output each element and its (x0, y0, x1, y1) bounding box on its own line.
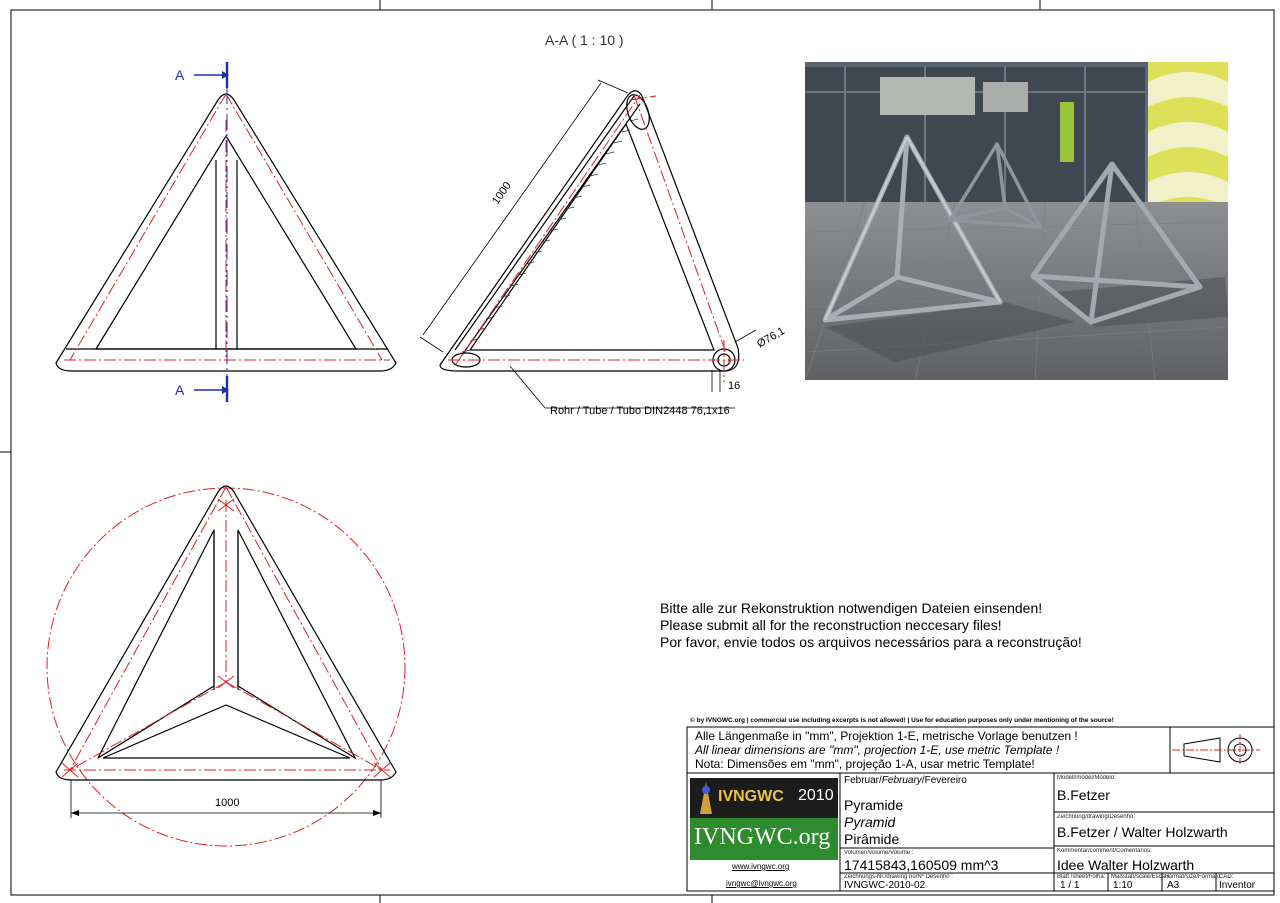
units-note-pt: Nota: Dimensões em "mm", projeção 1-A, usar metric Template! (695, 757, 1035, 771)
dimension-wall-thickness: 16 (728, 380, 741, 392)
pyramid-photo (805, 62, 1228, 380)
logo-url-link[interactable]: www.ivngwc.org (732, 862, 790, 871)
logo-site: IVNGWC.org (694, 824, 831, 850)
volume-value: 17415843,160509 mm^3 (844, 857, 999, 873)
drawing-value: B.Fetzer / Walter Holzwarth (1057, 824, 1228, 840)
title-de: Pyramide (844, 797, 904, 813)
sheet-label: Blatt /sheet/Folha: (1057, 874, 1106, 880)
title-pt: Pirâmide (844, 831, 900, 847)
dimension-side-length: 1000 (490, 179, 514, 207)
section-marker-top: A (175, 67, 185, 83)
sheet-value: 1 / 1 (1060, 880, 1080, 891)
dimension-tube-diameter: Ø76,1 (755, 325, 787, 351)
logo-email-link[interactable]: ivngwc@ivngwc.org (726, 879, 797, 888)
drawing-no-value: IVNGWC-2010-02 (844, 880, 926, 891)
month-label: Februar/February/Fevereiro (844, 775, 967, 786)
format-value: A3 (1167, 880, 1180, 891)
cad-label: CAD: (1219, 874, 1234, 880)
format-label: Format/size/Formato: (1165, 874, 1223, 880)
model-label: Modell/model/Modelo: (1057, 775, 1116, 781)
model-value: B.Fetzer (1057, 787, 1110, 803)
ivngwc-logo (690, 778, 838, 860)
scale-value: 1:10 (1113, 880, 1133, 891)
front-view (56, 62, 396, 402)
logo-year: 2010 (798, 787, 834, 804)
logo-name: IVNGWC (718, 788, 784, 805)
drawing-label: Zeichnung/drawing/Desenho: (1057, 814, 1136, 820)
section-view (420, 80, 756, 408)
notice-line-pt: Por favor, envie todos os arquivos necessários para a reconstrução! (660, 634, 1082, 650)
dimension-base-length: 1000 (215, 797, 240, 809)
copyright-notice: © by IVNGWC.org | commercial use including excerpts is not allowed! | Use for education purposes only under mentioning of the source! (690, 717, 1114, 724)
units-note-de: Alle Längenmaße in "mm", Projektion 1-E, metrische Vorlage benutzen ! (695, 729, 1078, 743)
cad-value: Inventor (1219, 880, 1256, 891)
volume-label: Volumen/volume/Volume : (844, 850, 914, 856)
tower-icon (694, 780, 718, 816)
comment-label: Kommentar/comment/Comentários: (1057, 848, 1152, 854)
top-view (47, 486, 405, 846)
section-title: A-A ( 1 : 10 ) (545, 32, 624, 48)
drawing-no-label: Zeichnungs-Nr./drawing no/Nº Desenho : (844, 874, 953, 880)
scale-label: Maßstab/scale/Escala: (1111, 874, 1172, 880)
title-en: Pyramid (844, 814, 896, 830)
notice-line-de: Bitte alle zur Rekonstruktion notwendigen Dateien einsenden! (660, 600, 1043, 616)
units-note-en: All linear dimensions are "mm", projection 1-E, use metric Template ! (695, 743, 1060, 757)
section-marker-bottom: A (175, 382, 185, 398)
notice-line-en: Please submit all for the reconstruction neccesary files! (660, 617, 1002, 633)
projection-symbol-icon (1172, 734, 1260, 766)
tube-callout: Rohr / Tube / Tubo DIN2448 76,1x16 (550, 405, 730, 417)
comment-value: Idee Walter Holzwarth (1057, 857, 1195, 873)
